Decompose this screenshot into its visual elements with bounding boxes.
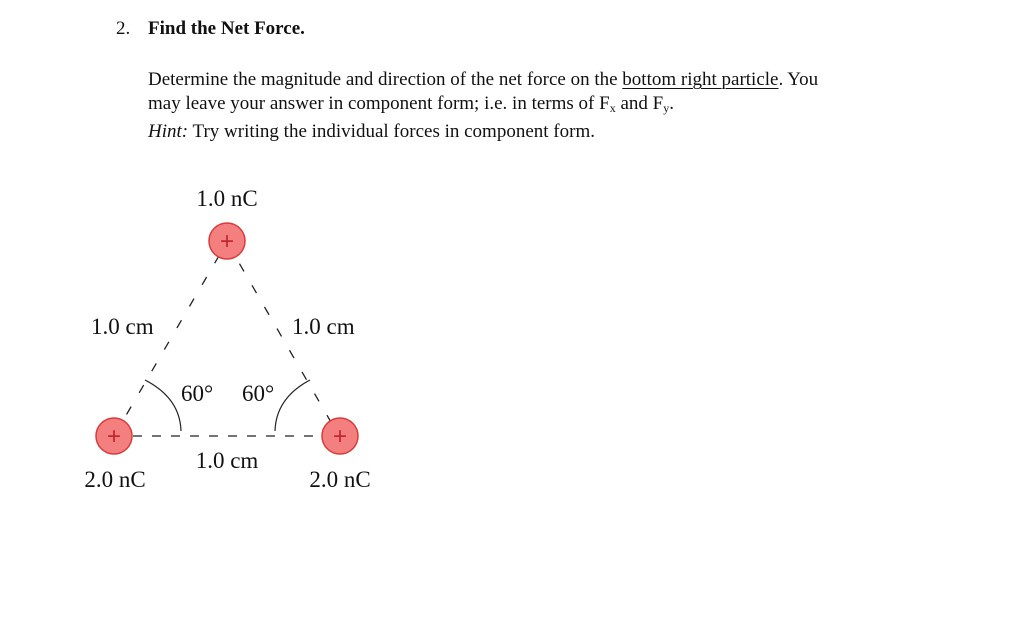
plus-icon: + <box>332 423 348 450</box>
top-charge-label: 1.0 nC <box>196 186 258 211</box>
left-side-length-label: 1.0 cm <box>91 314 154 339</box>
right-angle-label: 60° <box>242 381 275 406</box>
plus-icon: + <box>219 228 235 255</box>
bottom-left-charge <box>96 418 132 454</box>
problem-number: 2. <box>116 18 131 39</box>
subscript-x: x <box>609 101 616 115</box>
bottom-left-charge-label: 2.0 nC <box>84 467 146 492</box>
base-length-label: 1.0 cm <box>195 448 259 473</box>
right-side-length-label: 1.0 cm <box>292 314 355 339</box>
subscript-y: y <box>663 101 670 115</box>
statement-text: . <box>669 93 674 114</box>
right-side-dashed-line <box>227 242 339 436</box>
left-angle-arc <box>145 380 181 431</box>
hint-text: Try writing the individual forces in component form. <box>188 121 595 142</box>
statement-text: . You <box>778 69 819 90</box>
underlined-target: bottom right particle <box>622 69 779 90</box>
problem-title: Find the Net Force. <box>148 18 305 39</box>
bottom-right-charge <box>322 418 358 454</box>
right-angle-arc <box>275 380 310 431</box>
statement-text: and F <box>615 93 664 114</box>
bottom-right-charge-label: 2.0 nC <box>309 467 371 492</box>
hint-label: Hint: <box>148 121 189 142</box>
left-angle-label: 60° <box>181 381 214 406</box>
statement-text: Determine the magnitude and direction of the net force on the <box>148 69 623 90</box>
left-side-dashed-line <box>114 242 227 436</box>
statement-text: may leave your answer in component form; i.e. in terms of F <box>148 93 610 114</box>
plus-icon: + <box>106 423 122 450</box>
top-charge <box>209 223 245 259</box>
